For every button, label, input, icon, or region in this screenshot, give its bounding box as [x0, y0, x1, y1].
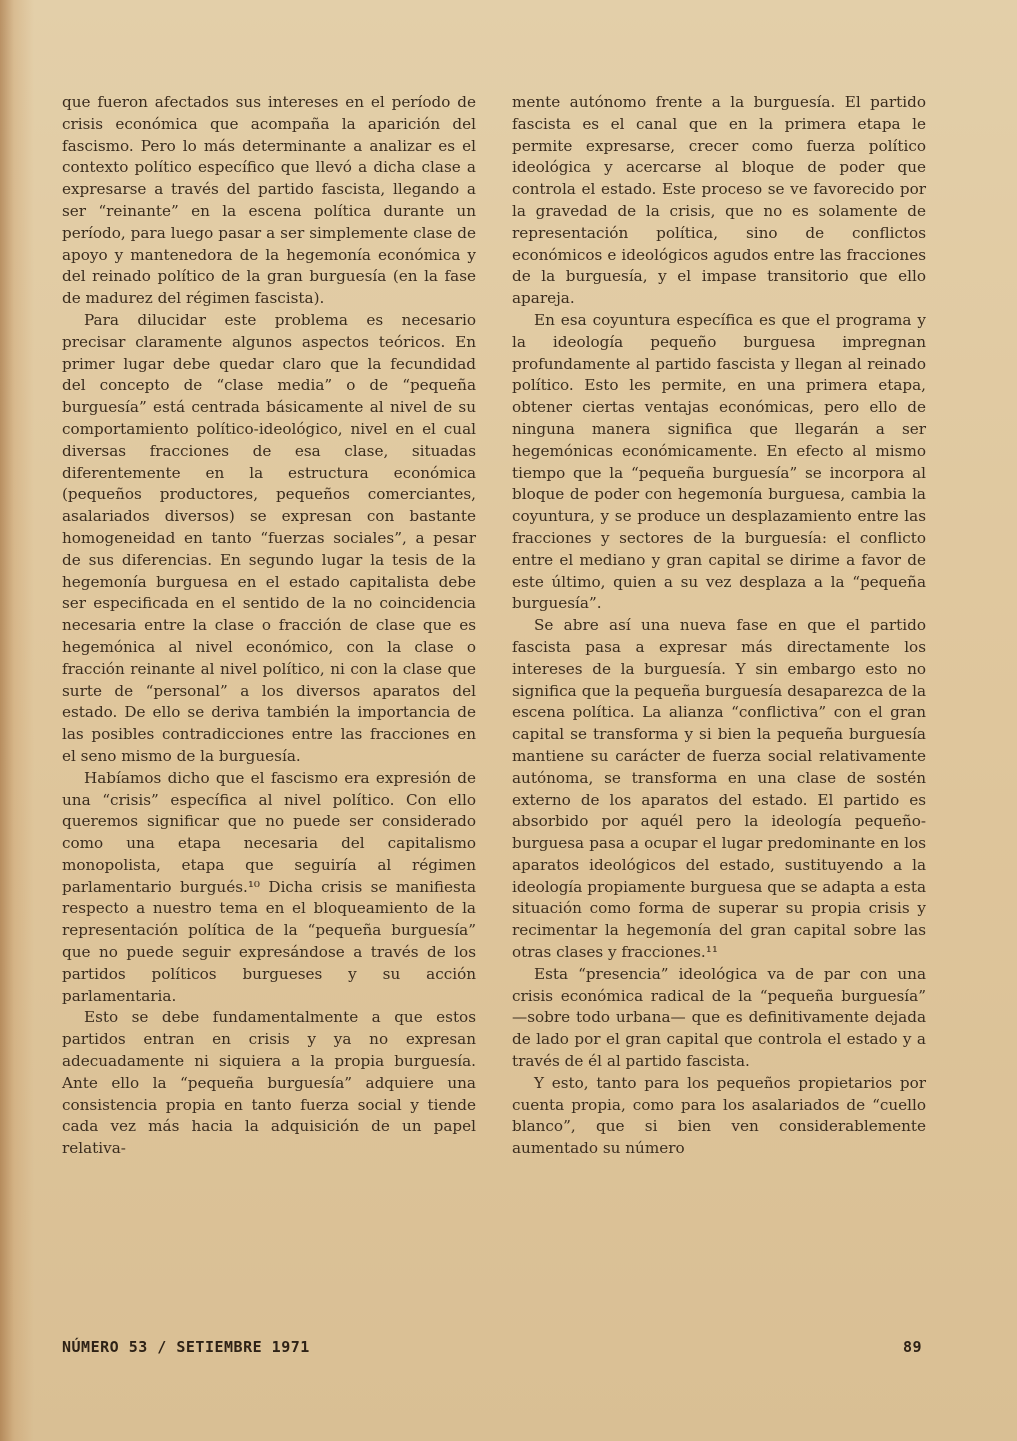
paragraph: Esta “presencia” ideológica va de par con una crisis económica radical de la “pequeña burguesía” —sobre todo urbana— que es definitivamente dejada de lado por el gran capital que controla el estado y a través de él al partido fascista.	[512, 964, 926, 1071]
paragraph: Para dilucidar este problema es necesario precisar claramente algunos aspectos teóricos. En primer lugar debe quedar claro que la fecundidad del concepto de “clase media” o de “pequeña burguesía” está centrada básicamente al nivel de su comportamiento político-ideológico, nivel en el cual diversas fracciones de esa clase, situadas diferentemente en la estructura económica (pequeños productores, pequeños comerciantes, asalariados diversos) se expresan con bastante homogeneidad en tanto “fuerzas sociales”, a pesar de sus diferencias. En segundo lugar la tesis de la hegemonía burguesa en el estado capitalista debe ser especificada en el sentido de la no coincidencia necesaria entre la clase o fracción de clase que es hegemónica al nivel económico, con la clase o fracción reinante al nivel político, ni con la clase que surte de “personal” a los diversos aparatos del estado. De ello se deriva también la importancia de las posibles contradicciones entre las fracciones en el seno mismo de la burguesía.	[62, 310, 476, 765]
issue-footer: NÚMERO 53 / SETIEMBRE 1971	[62, 1338, 310, 1356]
paragraph: Se abre así una nueva fase en que el partido fascista pasa a expresar más directamente los intereses de la burguesía. Y sin embargo esto no significa que la pequeña burguesía desaparezca de la escena política. La alianza “conflictiva” con el gran capital se transforma y si bien la pequeña burguesía mantiene su carácter de fuerza social relativamente autónoma, se transforma en una clase de sostén externo de los aparatos del estado. El partido es absorbido por aquél pero la ideología pequeño-burguesa pasa a ocupar el lugar predominante en los aparatos ideológicos del estado, sustituyendo a la ideología propiamente burguesa que se adapta a esta situación como forma de superar su propia crisis y recimentar la hegemonía del gran capital sobre las otras clases y fracciones.¹¹	[512, 616, 926, 962]
paragraph: En esa coyuntura específica es que el programa y la ideología pequeño burguesa impregnan profundamente al partido fascista y llegan al reinado político. Esto les permite, en una primera etapa, obtener ciertas ventajas económicas, pero ello de ninguna manera significa que llegarán a ser hegemónicas económicamente. En efecto al mismo tiempo que la “pequeña burguesía” se incorpora al bloque de poder con hegemonía burguesa, cambia la coyuntura, y se produce un desplazamiento entre las fracciones y sectores de la burguesía: el conflicto entre el mediano y gran capital se dirime a favor de este último, quien a su vez desplaza a la “pequeña burguesía”.	[512, 310, 926, 613]
left-column	[62, 92, 476, 1160]
paragraph: que fueron afectados sus intereses en el período de crisis económica que acompaña la aparición del fascismo. Pero lo más determinante a analizar es el contexto político específico que llevó a dicha clase a expresarse a través del partido fascista, llegando a ser “reinante” en la escena política durante un período, para luego pasar a ser simplemente clase de apoyo y mantenedora de la hegemonía económica y del reinado político de la gran burguesía (en la fase de madurez del régimen fascista).	[62, 93, 476, 308]
paragraph: Esto se debe fundamentalmente a que estos partidos entran en crisis y ya no expresan adecuadamente ni siquiera a la propia burguesía. Ante ello la “pequeña burguesía” adquiere una consistencia propia en tanto fuerza social y tiende cada vez más hacia la adquisición de un papel relativa-	[62, 1008, 476, 1158]
right-column	[512, 92, 926, 1160]
paragraph: Habíamos dicho que el fascismo era expresión de una “crisis” específica al nivel político. Con ello queremos significar que no puede ser considerado como una etapa necesaria del capitalismo monopolista, etapa que seguiría al régimen parlamentario burgués.¹⁰ Dicha crisis se manifiesta respecto a nuestro tema en el bloqueamiento de la representación política de la “pequeña burguesía” que no puede seguir expresándose a través de los partidos políticos burgueses y su acción parlamentaria.	[62, 768, 476, 1005]
paragraph: Y esto, tanto para los pequeños propietarios por cuenta propia, como para los asalariados de “cuello blanco”, que si bien ven considerablemente aumentado su número	[512, 1073, 926, 1158]
page-number: 89	[903, 1338, 923, 1356]
paragraph: mente autónomo frente a la burguesía. El partido fascista es el canal que en la primera etapa le permite expresarse, crecer como fuerza político ideológica y acercarse al bloque de poder que controla el estado. Este proceso se ve favorecido por la gravedad de la crisis, que no es solamente de representación política, sino de conflictos económicos e ideológicos agudos entre las fracciones de la burguesía, y el impase transitorio que ello apareja.	[512, 93, 926, 308]
